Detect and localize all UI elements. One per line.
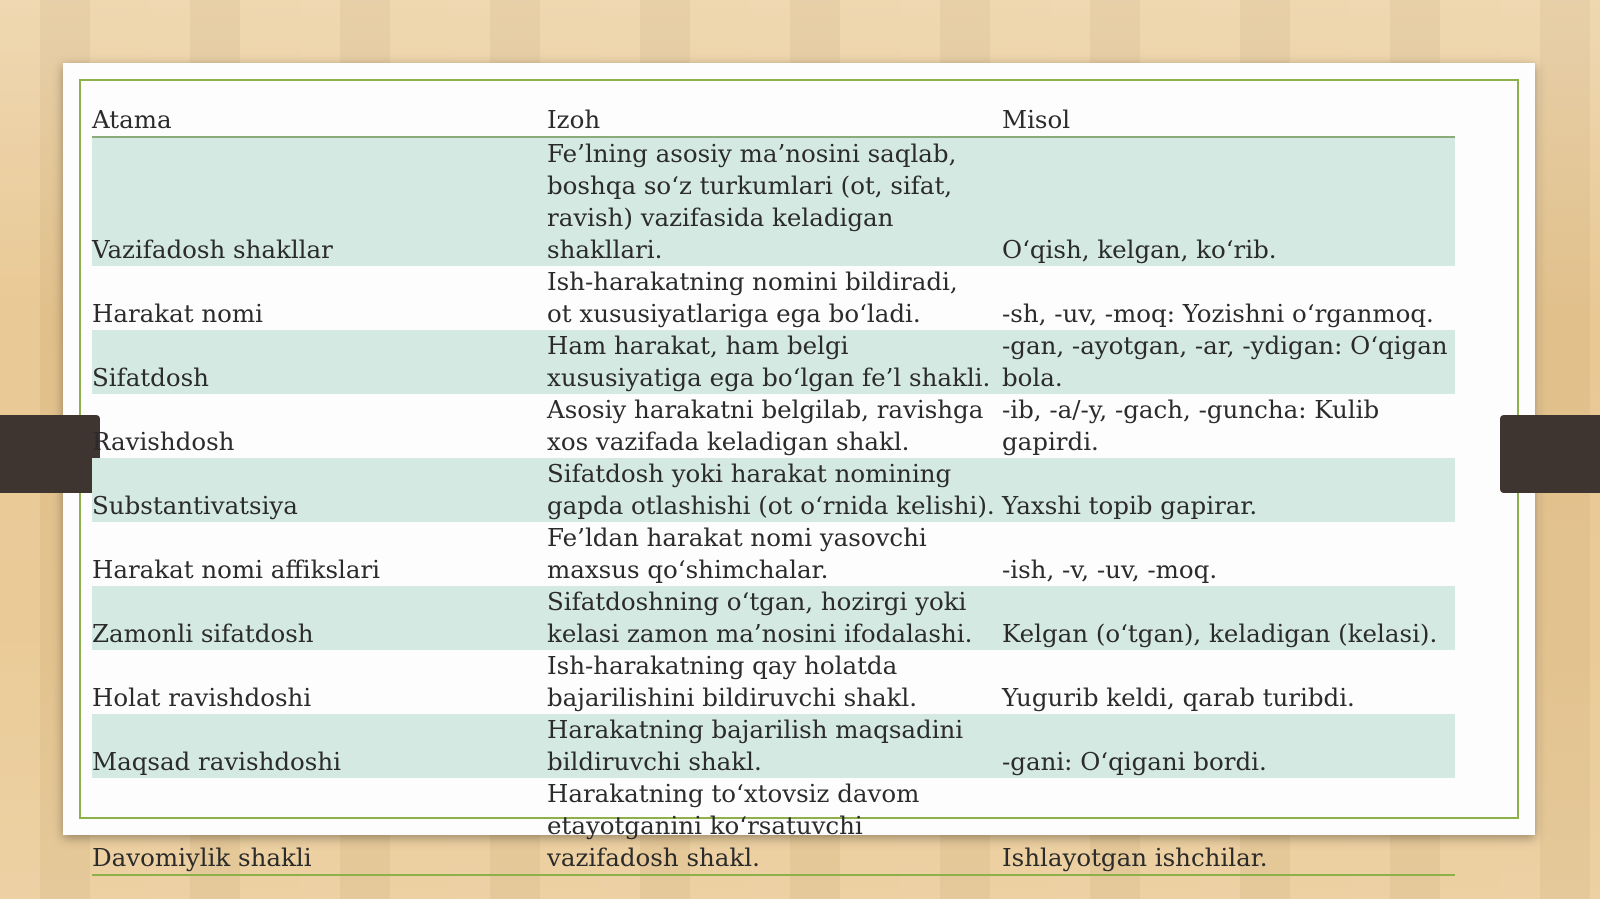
term-cell: Holat ravishdoshi bbox=[92, 683, 312, 712]
header-explanation: Izoh bbox=[547, 105, 601, 134]
term-cell: Davomiylik shakli bbox=[92, 843, 312, 872]
example-cell bbox=[1002, 842, 1455, 874]
explanation-line: xususiyatiga ega bo‘lgan fe’l shakli. bbox=[547, 363, 991, 392]
example-line: bola. bbox=[1002, 363, 1063, 392]
example-cell bbox=[1002, 746, 1455, 778]
explanation-cell bbox=[547, 138, 1002, 266]
example-cell bbox=[1002, 330, 1455, 394]
table-row bbox=[92, 586, 1455, 650]
explanation-cell bbox=[547, 330, 1002, 394]
explanation-line: bildiruvchi shakl. bbox=[547, 747, 762, 776]
term-cell: Harakat nomi bbox=[92, 299, 263, 328]
table-row bbox=[92, 458, 1455, 522]
example-line: -gan, -ayotgan, -ar, -ydigan: O‘qigan bbox=[1002, 331, 1448, 360]
example-cell bbox=[1002, 618, 1455, 650]
explanation-line: Ish-harakatning nomini bildiradi, bbox=[547, 267, 958, 296]
explanation-line: Ish-harakatning qay holatda bbox=[547, 651, 898, 680]
explanation-line: Harakatning bajarilish maqsadini bbox=[547, 715, 964, 744]
table-row bbox=[92, 778, 1455, 876]
term-cell: Substantivatsiya bbox=[92, 491, 298, 520]
example-line: Kelgan (o‘tgan), keladigan (kelasi). bbox=[1002, 619, 1438, 648]
explanation-line: ot xususiyatlariga ega bo‘ladi. bbox=[547, 299, 921, 328]
explanation-cell bbox=[547, 650, 1002, 714]
example-cell bbox=[1002, 682, 1455, 714]
table-row bbox=[92, 522, 1455, 586]
explanation-cell bbox=[547, 266, 1002, 330]
table-row bbox=[92, 394, 1455, 458]
explanation-line: ravish) vazifasida keladigan bbox=[547, 203, 894, 232]
explanation-cell bbox=[547, 522, 1002, 586]
explanation-line: Ham harakat, ham belgi bbox=[547, 331, 849, 360]
explanation-cell bbox=[547, 778, 1002, 874]
explanation-cell bbox=[547, 458, 1002, 522]
example-line: -gani: O‘qigani bordi. bbox=[1002, 747, 1267, 776]
table-row bbox=[92, 138, 1455, 266]
table-row bbox=[92, 650, 1455, 714]
right-slide-tab bbox=[1500, 415, 1600, 493]
explanation-line: Fe’lning asosiy ma’nosini saqlab, bbox=[547, 139, 957, 168]
terms-table bbox=[92, 103, 1455, 876]
example-line: O‘qish, kelgan, ko‘rib. bbox=[1002, 235, 1277, 264]
explanation-line: gapda otlashishi (ot o‘rnida kelishi). bbox=[547, 491, 995, 520]
example-cell bbox=[1002, 554, 1455, 586]
table-row bbox=[92, 714, 1455, 778]
example-line: -sh, -uv, -moq: Yozishni o‘rganmoq. bbox=[1002, 299, 1434, 328]
term-cell: Vazifadosh shakllar bbox=[92, 235, 333, 264]
explanation-cell bbox=[547, 394, 1002, 458]
explanation-line: maxsus qo‘shimchalar. bbox=[547, 555, 829, 584]
explanation-line: Fe’ldan harakat nomi yasovchi bbox=[547, 523, 927, 552]
header-example: Misol bbox=[1002, 105, 1071, 134]
explanation-line: kelasi zamon ma’nosini ifodalashi. bbox=[547, 619, 973, 648]
term-cell: Zamonli sifatdosh bbox=[92, 619, 314, 648]
explanation-line: Harakatning to‘xtovsiz davom bbox=[547, 779, 920, 808]
explanation-line: bajarilishini bildiruvchi shakl. bbox=[547, 683, 918, 712]
explanation-line: vazifadosh shakl. bbox=[547, 843, 760, 872]
explanation-line: xos vazifada keladigan shakl. bbox=[547, 427, 910, 456]
table-header-row bbox=[92, 103, 1455, 138]
explanation-cell bbox=[547, 714, 1002, 778]
header-term: Atama bbox=[92, 105, 172, 134]
left-slide-tab bbox=[0, 415, 100, 493]
term-cell: Harakat nomi affikslari bbox=[92, 555, 381, 584]
example-line: -ish, -v, -uv, -moq. bbox=[1002, 555, 1218, 584]
example-line: gapirdi. bbox=[1002, 427, 1099, 456]
explanation-cell bbox=[547, 586, 1002, 650]
term-cell: Ravishdosh bbox=[92, 427, 235, 456]
term-cell: Maqsad ravishdoshi bbox=[92, 747, 341, 776]
example-cell bbox=[1002, 394, 1455, 458]
table-row bbox=[92, 266, 1455, 330]
term-cell: Sifatdosh bbox=[92, 363, 209, 392]
explanation-line: Asosiy harakatni belgilab, ravishga bbox=[547, 395, 984, 424]
explanation-line: Sifatdoshning o‘tgan, hozirgi yoki bbox=[547, 587, 967, 616]
example-line: Yugurib keldi, qarab turibdi. bbox=[1002, 683, 1355, 712]
example-cell bbox=[1002, 490, 1455, 522]
table-row bbox=[92, 330, 1455, 394]
explanation-line: boshqa so‘z turkumlari (ot, sifat, bbox=[547, 171, 953, 200]
example-line: -ib, -a/-y, -gach, -guncha: Kulib bbox=[1002, 395, 1380, 424]
example-line: Ishlayotgan ishchilar. bbox=[1002, 843, 1268, 872]
example-line: Yaxshi topib gapirar. bbox=[1002, 491, 1258, 520]
example-cell bbox=[1002, 234, 1455, 266]
explanation-line: Sifatdosh yoki harakat nomining bbox=[547, 459, 952, 488]
explanation-line: shakllari. bbox=[547, 235, 663, 264]
example-cell bbox=[1002, 298, 1455, 330]
explanation-line: etayotganini ko‘rsatuvchi bbox=[547, 811, 863, 840]
